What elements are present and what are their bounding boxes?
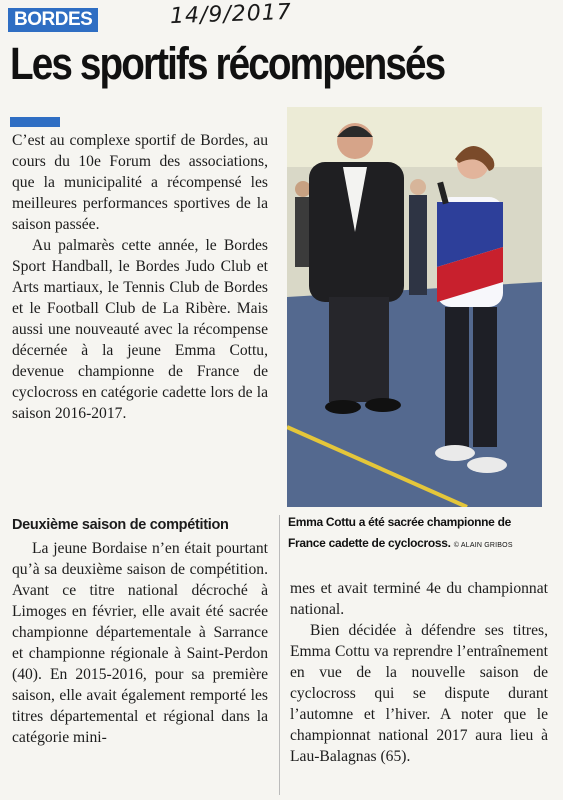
article-column-1	[12, 130, 268, 424]
column-divider	[279, 515, 280, 795]
article-column-2	[290, 578, 548, 767]
article-column-1b	[12, 538, 268, 748]
photo-credit: © ALAIN GRIBOS	[453, 542, 513, 549]
subheading: Deuxième saison de compétition	[12, 517, 229, 533]
caption-text: Emma Cottu a été sacrée championne de France cadette de cyclocross.	[288, 515, 511, 550]
section-label: BORDES	[8, 8, 98, 32]
headline: Les sportifs récompensés	[10, 38, 445, 89]
lead-marker	[10, 117, 60, 127]
paragraph-outlook: Bien décidée à défendre ses titres, Emma Cottu va reprendre l’entraînement en vue de la nouvelle saison de cyclocross qui se dispute durant l’automne et l’hiver. A noter que le championnat national 2017 aura lieu à Lau-Balagnas (65).	[290, 622, 548, 765]
photo-caption	[288, 512, 544, 556]
photo-illustration	[287, 107, 542, 507]
paragraph-palmares: Au palmarès cette année, le Bordes Sport Handball, le Bordes Judo Club et Arts martiaux, le Tennis Club de Bordes et le Football Club de La Ribère. Mais aussi une nouveauté avec la récompense décernée à la jeune Emma Cottu, devenue championne de France de cyclocross en catégorie cadette lors de la saison 2016-2017.	[12, 237, 268, 422]
paragraph-intro: C’est au complexe sportif de Bordes, au cours du 10e Forum des associations, que la municipalité a récompensé les meilleures performances sportives de la saison passée.	[12, 132, 268, 233]
handwritten-date: 14/9/2017	[169, 0, 293, 30]
article-photo	[287, 107, 542, 507]
paragraph-continued: mes et avait terminé 4e du championnat national.	[290, 580, 548, 618]
paragraph-competition: La jeune Bordaise n’en était pourtant qu’à sa deuxième saison de compétition. Avant ce titre national décroché à Limoges en février, elle avait été sacrée championne départementale à Sarrance et championne régionale à Saint-Perdon (40). En 2015-2016, pour sa première saison, elle avait également remporté les titres départemental et régional dans la catégorie mini-	[12, 540, 268, 746]
